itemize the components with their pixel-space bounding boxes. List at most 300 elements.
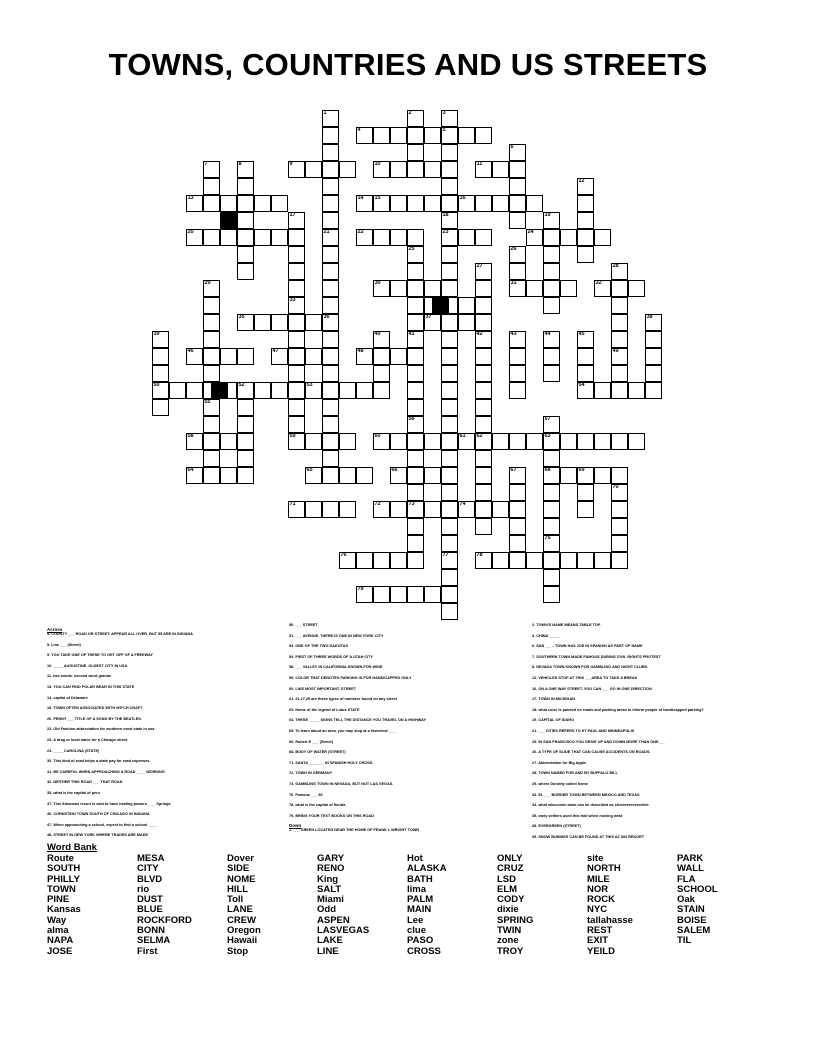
grid-cell[interactable] [305,161,322,178]
grid-cell[interactable] [458,127,475,144]
grid-cell[interactable] [373,331,390,348]
grid-cell[interactable] [237,195,254,212]
grid-cell[interactable] [594,433,611,450]
grid-cell[interactable] [152,348,169,365]
grid-cell[interactable] [611,331,628,348]
grid-cell[interactable] [475,399,492,416]
grid-cell[interactable] [577,365,594,382]
grid-cell[interactable] [475,348,492,365]
grid-cell[interactable] [475,365,492,382]
grid-cell[interactable] [628,280,645,297]
grid-cell[interactable] [237,348,254,365]
grid-cell[interactable] [577,382,594,399]
grid-cell[interactable] [441,263,458,280]
grid-cell[interactable] [594,382,611,399]
grid-cell[interactable] [441,501,458,518]
grid-cell[interactable] [560,280,577,297]
grid-cell[interactable] [322,246,339,263]
grid-cell[interactable] [509,212,526,229]
grid-cell[interactable] [441,586,458,603]
grid-cell[interactable] [152,399,169,416]
grid-cell[interactable] [407,484,424,501]
grid-cell[interactable] [509,263,526,280]
grid-cell[interactable] [288,382,305,399]
grid-cell[interactable] [441,569,458,586]
grid-cell[interactable] [611,501,628,518]
grid-cell[interactable] [203,229,220,246]
grid-cell[interactable] [577,467,594,484]
grid-cell[interactable] [254,382,271,399]
grid-cell[interactable] [441,416,458,433]
grid-cell[interactable] [203,161,220,178]
grid-cell[interactable] [407,586,424,603]
grid-cell[interactable] [611,348,628,365]
grid-cell[interactable] [407,161,424,178]
grid-cell[interactable] [339,161,356,178]
grid-cell[interactable] [492,501,509,518]
grid-cell[interactable] [628,382,645,399]
grid-cell[interactable] [373,161,390,178]
grid-cell[interactable] [407,365,424,382]
grid-cell[interactable] [220,433,237,450]
grid-cell[interactable] [475,382,492,399]
grid-cell[interactable] [169,382,186,399]
grid-cell[interactable] [339,501,356,518]
grid-cell[interactable] [441,246,458,263]
grid-cell[interactable] [526,195,543,212]
grid-cell[interactable] [594,229,611,246]
grid-cell[interactable] [543,246,560,263]
grid-cell[interactable] [543,212,560,229]
grid-cell[interactable] [407,501,424,518]
grid-cell[interactable] [611,433,628,450]
grid-cell[interactable] [577,212,594,229]
grid-cell[interactable] [322,399,339,416]
grid-cell[interactable] [356,467,373,484]
grid-cell[interactable] [441,467,458,484]
grid-cell[interactable] [288,263,305,280]
grid-cell[interactable] [509,467,526,484]
grid-cell[interactable] [288,433,305,450]
grid-cell[interactable] [271,348,288,365]
grid-cell[interactable] [543,433,560,450]
grid-cell[interactable] [390,433,407,450]
grid-cell[interactable] [373,127,390,144]
grid-cell[interactable] [356,586,373,603]
grid-cell[interactable] [186,348,203,365]
grid-cell[interactable] [560,467,577,484]
grid-cell[interactable] [152,331,169,348]
grid-cell[interactable] [237,229,254,246]
grid-cell[interactable] [237,263,254,280]
grid-cell[interactable] [322,348,339,365]
grid-cell[interactable] [458,501,475,518]
grid-cell[interactable] [424,195,441,212]
grid-cell[interactable] [509,178,526,195]
grid-cell[interactable] [441,314,458,331]
grid-cell[interactable] [577,552,594,569]
grid-cell[interactable] [237,178,254,195]
grid-cell[interactable] [424,161,441,178]
grid-cell[interactable] [407,280,424,297]
grid-cell[interactable] [509,484,526,501]
grid-cell[interactable] [322,382,339,399]
grid-cell[interactable] [271,314,288,331]
grid-cell[interactable] [509,161,526,178]
grid-cell[interactable] [220,229,237,246]
grid-cell[interactable] [509,433,526,450]
grid-cell[interactable] [560,433,577,450]
grid-cell[interactable] [492,195,509,212]
grid-cell[interactable] [509,246,526,263]
grid-cell[interactable] [237,433,254,450]
grid-cell[interactable] [237,161,254,178]
grid-cell[interactable] [288,314,305,331]
grid-cell[interactable] [186,433,203,450]
grid-cell[interactable] [594,280,611,297]
grid-cell[interactable] [543,552,560,569]
grid-cell[interactable] [475,501,492,518]
grid-cell[interactable] [509,348,526,365]
grid-cell[interactable] [339,433,356,450]
grid-cell[interactable] [152,365,169,382]
grid-cell[interactable] [305,467,322,484]
grid-cell[interactable] [186,467,203,484]
grid-cell[interactable] [288,229,305,246]
grid-cell[interactable] [305,501,322,518]
grid-cell[interactable] [475,127,492,144]
grid-cell[interactable] [543,263,560,280]
grid-cell[interactable] [271,229,288,246]
grid-cell[interactable] [407,433,424,450]
grid-cell[interactable] [373,280,390,297]
grid-cell[interactable] [543,331,560,348]
grid-cell[interactable] [203,433,220,450]
grid-cell[interactable] [390,586,407,603]
grid-cell[interactable] [322,144,339,161]
grid-cell[interactable] [288,416,305,433]
grid-cell[interactable] [475,297,492,314]
grid-cell[interactable] [458,297,475,314]
grid-cell[interactable] [407,348,424,365]
grid-cell[interactable] [322,314,339,331]
grid-cell[interactable] [237,450,254,467]
grid-cell[interactable] [203,297,220,314]
grid-cell[interactable] [322,195,339,212]
grid-cell[interactable] [390,467,407,484]
grid-cell[interactable] [526,552,543,569]
grid-cell[interactable] [203,331,220,348]
grid-cell[interactable] [509,552,526,569]
grid-cell[interactable] [407,195,424,212]
grid-cell[interactable] [611,552,628,569]
grid-cell[interactable] [373,382,390,399]
grid-cell[interactable] [441,178,458,195]
grid-cell[interactable] [458,314,475,331]
grid-cell[interactable] [305,433,322,450]
grid-cell[interactable] [441,280,458,297]
grid-cell[interactable] [577,348,594,365]
grid-cell[interactable] [373,501,390,518]
grid-cell[interactable] [356,382,373,399]
grid-cell[interactable] [611,484,628,501]
grid-cell[interactable] [441,348,458,365]
grid-cell[interactable] [509,501,526,518]
grid-cell[interactable] [237,246,254,263]
grid-cell[interactable] [424,586,441,603]
grid-cell[interactable] [577,195,594,212]
grid-cell[interactable] [475,195,492,212]
grid-cell[interactable] [594,552,611,569]
grid-cell[interactable] [441,110,458,127]
grid-cell[interactable] [628,433,645,450]
grid-cell[interactable] [339,467,356,484]
grid-cell[interactable] [339,382,356,399]
grid-cell[interactable] [645,365,662,382]
grid-cell[interactable] [322,501,339,518]
grid-cell[interactable] [288,501,305,518]
grid-cell[interactable] [373,195,390,212]
grid-cell[interactable] [254,195,271,212]
grid-cell[interactable] [645,314,662,331]
grid-cell[interactable] [220,467,237,484]
grid-cell[interactable] [543,297,560,314]
grid-cell[interactable] [322,280,339,297]
grid-cell[interactable] [237,399,254,416]
grid-cell[interactable] [543,518,560,535]
grid-cell[interactable] [373,365,390,382]
grid-cell[interactable] [220,195,237,212]
grid-cell[interactable] [407,535,424,552]
grid-cell[interactable] [322,263,339,280]
grid-cell[interactable] [288,246,305,263]
grid-cell[interactable] [322,450,339,467]
grid-cell[interactable] [322,365,339,382]
grid-cell[interactable] [475,331,492,348]
grid-cell[interactable] [577,484,594,501]
grid-cell[interactable] [356,229,373,246]
grid-cell[interactable] [203,416,220,433]
grid-cell[interactable] [509,518,526,535]
grid-cell[interactable] [543,416,560,433]
grid-cell[interactable] [577,229,594,246]
grid-cell[interactable] [288,365,305,382]
grid-cell[interactable] [441,433,458,450]
grid-cell[interactable] [458,195,475,212]
grid-cell[interactable] [611,382,628,399]
grid-cell[interactable] [475,450,492,467]
grid-cell[interactable] [543,365,560,382]
grid-cell[interactable] [220,348,237,365]
grid-cell[interactable] [271,195,288,212]
grid-cell[interactable] [475,552,492,569]
grid-cell[interactable] [577,433,594,450]
grid-cell[interactable] [203,365,220,382]
grid-cell[interactable] [356,127,373,144]
grid-cell[interactable] [305,348,322,365]
grid-cell[interactable] [560,552,577,569]
grid-cell[interactable] [407,144,424,161]
grid-cell[interactable] [577,501,594,518]
grid-cell[interactable] [407,127,424,144]
grid-cell[interactable] [526,280,543,297]
grid-cell[interactable] [152,382,169,399]
grid-cell[interactable] [390,127,407,144]
grid-cell[interactable] [543,535,560,552]
grid-cell[interactable] [543,229,560,246]
grid-cell[interactable] [424,433,441,450]
grid-cell[interactable] [373,348,390,365]
grid-cell[interactable] [492,161,509,178]
grid-cell[interactable] [390,501,407,518]
grid-cell[interactable] [492,433,509,450]
grid-cell[interactable] [356,348,373,365]
grid-cell[interactable] [339,552,356,569]
grid-cell[interactable] [407,399,424,416]
grid-cell[interactable] [441,127,458,144]
grid-cell[interactable] [645,331,662,348]
grid-cell[interactable] [203,195,220,212]
grid-cell[interactable] [424,501,441,518]
grid-cell[interactable] [288,212,305,229]
grid-cell[interactable] [509,144,526,161]
grid-cell[interactable] [373,586,390,603]
grid-cell[interactable] [611,535,628,552]
grid-cell[interactable] [577,331,594,348]
grid-cell[interactable] [203,280,220,297]
grid-cell[interactable] [407,229,424,246]
grid-cell[interactable] [186,195,203,212]
grid-cell[interactable] [237,467,254,484]
grid-cell[interactable] [424,127,441,144]
grid-cell[interactable] [322,110,339,127]
grid-cell[interactable] [271,382,288,399]
grid-cell[interactable] [475,161,492,178]
grid-cell[interactable] [288,348,305,365]
grid-cell[interactable] [475,280,492,297]
grid-cell[interactable] [543,280,560,297]
grid-cell[interactable] [237,416,254,433]
grid-cell[interactable] [543,467,560,484]
grid-cell[interactable] [441,195,458,212]
grid-cell[interactable] [594,467,611,484]
grid-cell[interactable] [441,518,458,535]
grid-cell[interactable] [407,297,424,314]
grid-cell[interactable] [543,569,560,586]
grid-cell[interactable] [543,484,560,501]
grid-cell[interactable] [645,348,662,365]
grid-cell[interactable] [543,348,560,365]
grid-cell[interactable] [288,297,305,314]
grid-cell[interactable] [288,280,305,297]
grid-cell[interactable] [407,331,424,348]
grid-cell[interactable] [322,297,339,314]
grid-cell[interactable] [322,127,339,144]
grid-cell[interactable] [322,331,339,348]
grid-cell[interactable] [458,433,475,450]
grid-cell[interactable] [407,382,424,399]
grid-cell[interactable] [441,535,458,552]
grid-cell[interactable] [441,212,458,229]
grid-cell[interactable] [577,178,594,195]
grid-cell[interactable] [390,195,407,212]
grid-cell[interactable] [441,331,458,348]
grid-cell[interactable] [254,314,271,331]
grid-cell[interactable] [407,263,424,280]
grid-cell[interactable] [407,416,424,433]
grid-cell[interactable] [424,467,441,484]
grid-cell[interactable] [475,314,492,331]
grid-cell[interactable] [475,263,492,280]
grid-cell[interactable] [407,246,424,263]
grid-cell[interactable] [237,212,254,229]
grid-cell[interactable] [475,433,492,450]
grid-cell[interactable] [509,535,526,552]
grid-cell[interactable] [373,552,390,569]
grid-cell[interactable] [186,229,203,246]
grid-cell[interactable] [441,382,458,399]
grid-cell[interactable] [611,280,628,297]
grid-cell[interactable] [407,110,424,127]
grid-cell[interactable] [441,144,458,161]
grid-cell[interactable] [203,348,220,365]
grid-cell[interactable] [203,467,220,484]
grid-cell[interactable] [237,314,254,331]
grid-cell[interactable] [203,399,220,416]
grid-cell[interactable] [475,484,492,501]
grid-cell[interactable] [509,365,526,382]
grid-cell[interactable] [611,467,628,484]
grid-cell[interactable] [543,586,560,603]
grid-cell[interactable] [288,399,305,416]
grid-cell[interactable] [356,552,373,569]
grid-cell[interactable] [407,450,424,467]
grid-cell[interactable] [254,229,271,246]
grid-cell[interactable] [203,314,220,331]
grid-cell[interactable] [543,450,560,467]
grid-cell[interactable] [441,161,458,178]
grid-cell[interactable] [407,552,424,569]
grid-cell[interactable] [458,229,475,246]
grid-cell[interactable] [475,518,492,535]
grid-cell[interactable] [441,399,458,416]
grid-cell[interactable] [322,433,339,450]
grid-cell[interactable] [441,229,458,246]
grid-cell[interactable] [390,552,407,569]
grid-cell[interactable] [322,161,339,178]
grid-cell[interactable] [356,195,373,212]
grid-cell[interactable] [322,212,339,229]
grid-cell[interactable] [611,365,628,382]
grid-cell[interactable] [645,382,662,399]
grid-cell[interactable] [407,467,424,484]
grid-cell[interactable] [560,229,577,246]
grid-cell[interactable] [390,161,407,178]
grid-cell[interactable] [203,178,220,195]
grid-cell[interactable] [390,348,407,365]
grid-cell[interactable] [509,280,526,297]
grid-cell[interactable] [203,450,220,467]
grid-cell[interactable] [186,382,203,399]
grid-cell[interactable] [509,331,526,348]
grid-cell[interactable] [390,280,407,297]
grid-cell[interactable] [322,416,339,433]
grid-cell[interactable] [577,246,594,263]
grid-cell[interactable] [237,382,254,399]
grid-cell[interactable] [441,365,458,382]
grid-cell[interactable] [611,297,628,314]
grid-cell[interactable] [526,433,543,450]
